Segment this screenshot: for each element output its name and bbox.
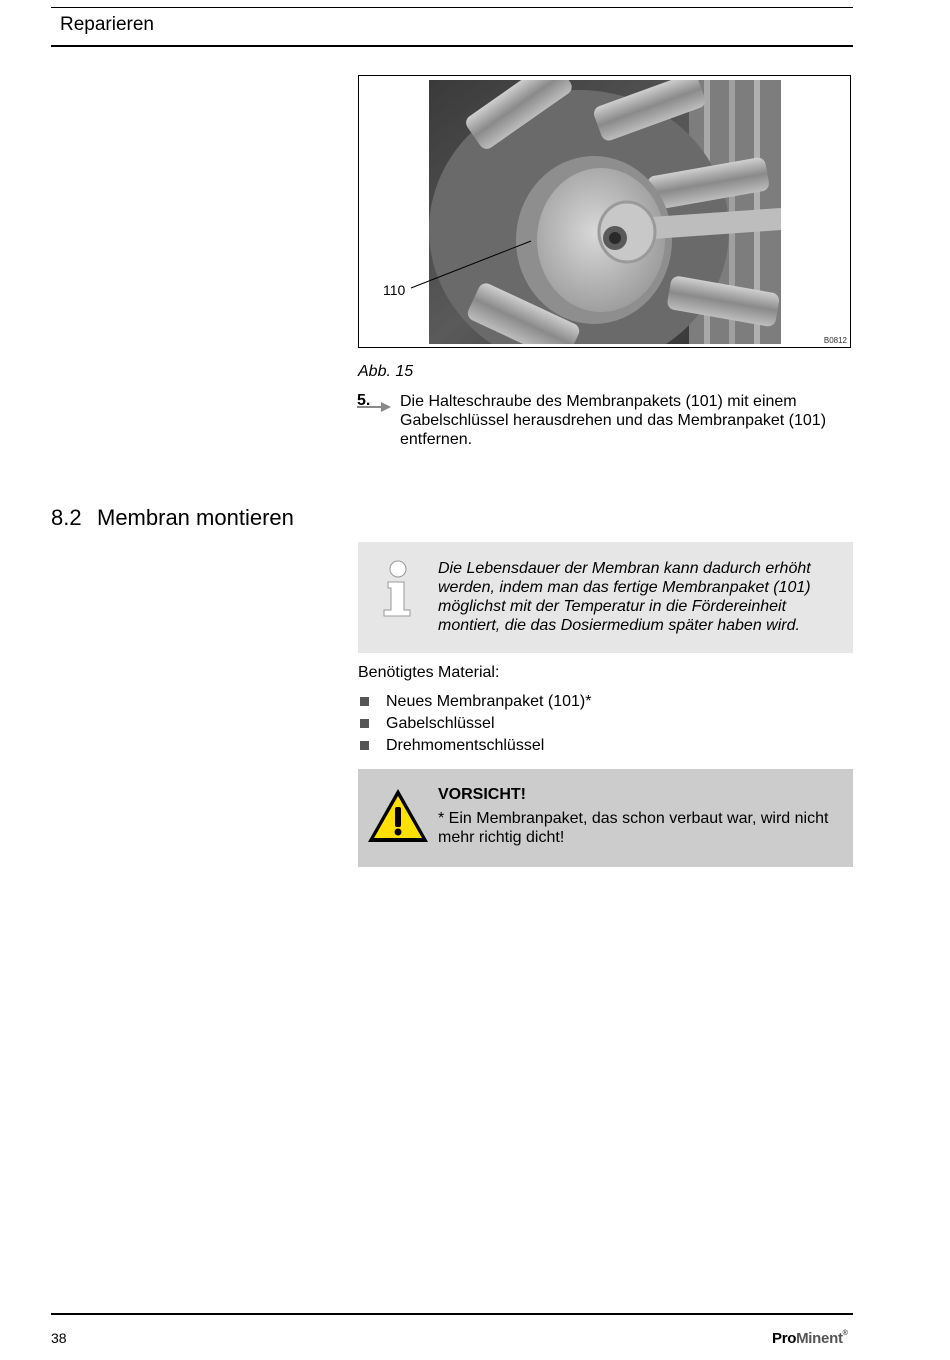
materials-list: [358, 692, 591, 758]
brand-logo-pro: Pro: [772, 1330, 797, 1347]
section-heading: [51, 505, 294, 531]
caution-box: [358, 769, 853, 867]
header-title: Reparieren: [60, 14, 154, 35]
info-icon: [380, 560, 414, 620]
caution-title: VORSICHT!: [438, 786, 526, 803]
header-bottom-rule: [51, 45, 853, 47]
warning-triangle-icon: [366, 787, 430, 845]
section-number: 8.2: [51, 505, 82, 530]
bullet-square-icon: [360, 741, 369, 750]
page-number: 38: [51, 1330, 67, 1346]
callout-leader-line: [359, 76, 852, 349]
callout-label-110: 110: [383, 282, 406, 298]
bullet-square-icon: [360, 697, 369, 706]
materials-label: Benötigtes Material:: [358, 664, 500, 681]
footer-rule: [51, 1313, 853, 1315]
brand-logo: [772, 1330, 848, 1347]
section-title: Membran montieren: [97, 505, 294, 530]
header-top-rule: [51, 7, 853, 8]
list-item: [358, 692, 591, 714]
info-note-box: [358, 542, 853, 653]
list-item: [358, 736, 591, 758]
figure-caption: Abb. 15: [358, 363, 414, 380]
list-item-text: Gabelschlüssel: [386, 715, 495, 732]
step-number: 5.: [357, 392, 371, 409]
caution-text: * Ein Membranpaket, das schon verbaut war, wird nicht mehr richtig dicht!: [438, 810, 829, 846]
step-text: Die Halteschraube des Membranpakets (101) mit einem Gabelschlüssel herausdrehen und das Membranpaket (101) entfernen.: [400, 393, 827, 448]
figure-image-code: B0812: [823, 336, 847, 345]
step-arrow-icon: [357, 400, 393, 414]
list-item-text: Neues Membranpaket (101)*: [386, 693, 592, 710]
info-note-text: Die Lebensdauer der Membran kann dadurch erhöht werden, indem man das fertige Membranpaket (101) möglichst mit der Temperatur in die Fördereinheit montiert, die das Dosiermedium später haben wird.: [438, 560, 811, 634]
figure-box: [358, 75, 851, 348]
list-item: [358, 714, 591, 736]
bullet-square-icon: [360, 719, 369, 728]
registered-mark: ®: [842, 1330, 848, 1337]
brand-logo-minent: Minent: [796, 1330, 843, 1347]
list-item-text: Drehmomentschlüssel: [386, 737, 545, 754]
